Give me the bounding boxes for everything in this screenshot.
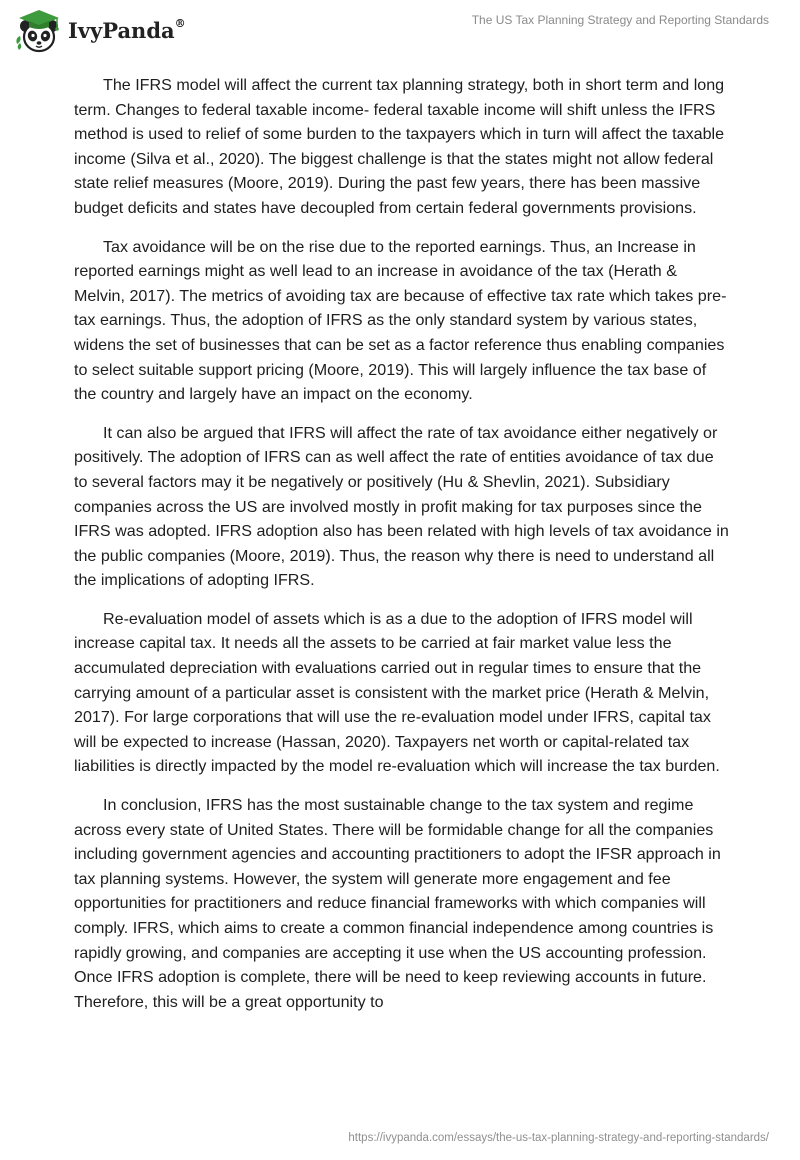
paragraph-5: In conclusion, IFRS has the most sustainable change to the tax system and regime across every state of United States. There will be formidable change for all the companies including government agencies and accounting practitioners to adopt the IFSR approach in tax planning systems. However, the system will generate more engagement and fee opportunities for practitioners and reduce financial frameworks with which companies will comply. IFRS, which aims to create a common financial independence among countries is rapidly growing, and companies are accepting it use when the US accounting profession. Once IFRS adoption is complete, there will be need to keep reviewing accounts in future. Therefore, this will be a great opportunity to bbox=[74, 796, 721, 1011]
paragraph-2: Tax avoidance will be on the rise due to the reported earnings. Thus, an Increase in reported earnings might as well lead to an increase in avoidance of the tax (Herath & Melvin, 2017). The metrics of avoiding tax are because of effective tax rate which takes pre-tax earnings. Thus, the adoption of IFRS as the only standard system by various states, widens the set of businesses that can be set as a factor reference thus enabling companies to select suitable support pricing (Moore, 2019). This will largely influence the tax base of the country and largely have an impact on the economy. bbox=[74, 237, 727, 404]
paragraph-4: Re-evaluation model of assets which is as a due to the adoption of IFRS model will increase capital tax. It needs all the assets to be carried at fair market value less the accumulated depreciation with evaluations carried out in regular times to ensure that the carrying amount of a particular asset is consistent with the market price (Herath & Melvin, 2017). For large corporations that will use the re-evaluation model under IFRS, capital tax will be expected to increase (Hassan, 2020). Taxpayers net worth or capital-related tax liabilities is directly impacted by the model re-evaluation which will increase the tax burden. bbox=[74, 609, 720, 776]
essay-body bbox=[74, 73, 730, 1028]
document-title: The US Tax Planning Strategy and Reporting Standards bbox=[471, 13, 769, 27]
footer-source-url[interactable]: https://ivypanda.com/essays/the-us-tax-planning-strategy-and-reporting-standards/ bbox=[348, 1132, 769, 1144]
paragraph-3: It can also be argued that IFRS will affect the rate of tax avoidance either negatively or positively. The adoption of IFRS can as well affect the rate of entities avoidance of tax due to several factors may it be negatively or positively (Hu & Shevlin, 2021). Subsidiary companies across the US are involved mostly in profit making for tax purposes since the IFRS was adopted. IFRS adoption also has been related with high levels of tax avoidance in the public companies (Moore, 2019). Thus, the reason why there is need to understand all the implications of adopting IFRS. bbox=[74, 423, 729, 590]
ivypanda-logo[interactable] bbox=[14, 6, 186, 56]
paragraph-1: The IFRS model will affect the current tax planning strategy, both in short term and long term. Changes to federal taxable income- federal taxable income will shift unless the IFRS method is used to relief of some burden to the taxpayers which in turn will affect the taxable income (Silva et al., 2020). The biggest challenge is that the states might not allow federal state relief measures (Moore, 2019). During the past few years, there has been massive budget deficits and states have decoupled from certain federal governments provisions. bbox=[74, 76, 725, 217]
page-header bbox=[0, 0, 800, 60]
brand-name: IvyPanda® bbox=[68, 16, 186, 43]
panda-graduation-cap-icon bbox=[14, 6, 64, 56]
